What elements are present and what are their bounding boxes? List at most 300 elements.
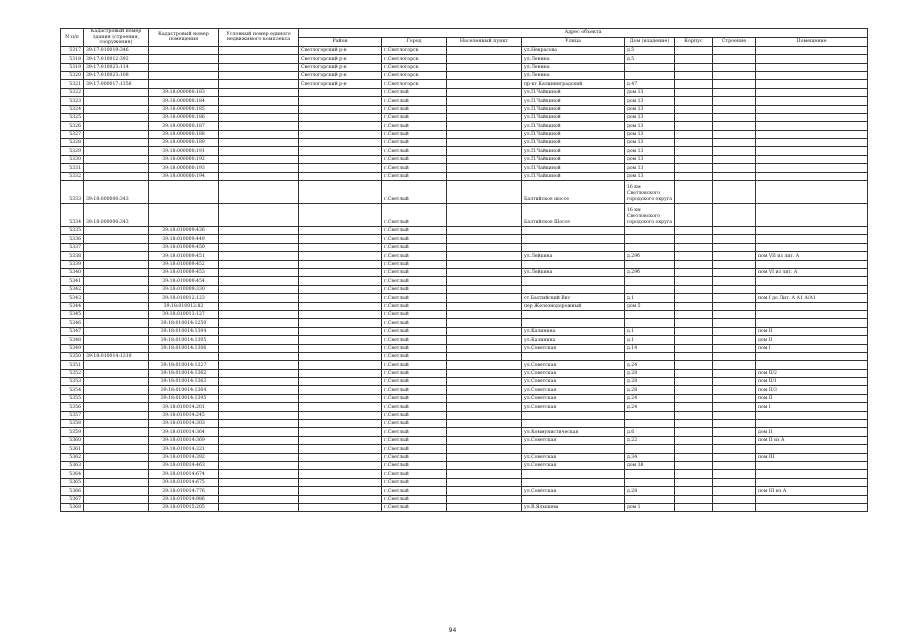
korpus-cell [675,461,713,469]
city-cell: г.Светлый [382,369,447,377]
building-cadastral-cell [84,294,149,302]
row-index-cell: 5345 [61,310,84,318]
street-cell [522,243,625,251]
building-cadastral-cell [84,428,149,436]
house-cell: дом 13 [625,155,675,163]
row-index-cell: 5327 [61,130,84,138]
house-cell: 16 км Светловского городского округа [625,181,675,204]
building-cadastral-cell [84,503,149,511]
city-cell: г.Светлый [382,428,447,436]
room-cadastral-cell: 39:18:000000:188 [149,130,219,138]
premises-cell [756,461,868,469]
building-cadastral-cell [84,394,149,402]
complex-number-cell [219,164,299,172]
premises-cell [756,361,868,369]
korpus-cell [675,420,713,428]
row-index-cell: 5348 [61,336,84,344]
premises-cell [756,503,868,511]
street-cell: ул.Ленина [522,55,625,63]
complex-number-cell [219,361,299,369]
room-cadastral-cell: 39:18:010009:453 [149,268,219,276]
room-cadastral-cell: 39:18:010014:463 [149,461,219,469]
settlement-cell [447,487,522,495]
structure-cell [713,394,756,402]
settlement-cell [447,130,522,138]
row-index-cell: 5352 [61,369,84,377]
complex-number-cell [219,411,299,419]
street-cell [522,260,625,268]
korpus-cell [675,80,713,88]
house-cell: дом 13 [625,147,675,155]
room-cadastral-cell: 39:18:010014:303 [149,420,219,428]
structure-cell [713,445,756,453]
city-cell: г.Светлый [382,277,447,285]
settlement-cell [447,181,522,204]
complex-number-cell [219,403,299,411]
table-row [61,436,868,444]
room-cadastral-cell: 39:18:010009:436 [149,227,219,235]
header-house: Дом (владение) [625,37,675,46]
street-cell: ул.П.Чайкиной [522,164,625,172]
city-cell: г.Светлый [382,147,447,155]
korpus-cell [675,411,713,419]
district-cell [299,436,382,444]
korpus-cell [675,130,713,138]
settlement-cell [447,252,522,260]
district-cell [299,386,382,394]
city-cell: г.Светлый [382,164,447,172]
district-cell [299,369,382,377]
street-cell: Балтийское Шоссе [522,204,625,227]
room-cadastral-cell: 39:18:010014:1363 [149,378,219,386]
complex-number-cell [219,122,299,130]
row-index-cell: 5346 [61,319,84,327]
settlement-cell [447,260,522,268]
building-cadastral-cell: 39:17:010019:346 [84,46,149,54]
korpus-cell [675,403,713,411]
street-cell: Балтийское шоссе [522,181,625,204]
street-cell: ул.Коммунистическая [522,428,625,436]
premises-cell [756,139,868,147]
korpus-cell [675,445,713,453]
city-cell: г.Светлый [382,139,447,147]
korpus-cell [675,227,713,235]
premises-cell [756,235,868,243]
structure-cell [713,88,756,96]
complex-number-cell [219,88,299,96]
district-cell [299,319,382,327]
room-cadastral-cell: 39:18:010009:451 [149,252,219,260]
premises-cell [756,260,868,268]
city-cell: г.Светлый [382,172,447,180]
complex-number-cell [219,386,299,394]
street-cell: ул.П.Чайкиной [522,113,625,121]
premises-cell [756,302,868,310]
premises-cell [756,55,868,63]
house-cell: д.28 [625,386,675,394]
korpus-cell [675,260,713,268]
structure-cell [713,80,756,88]
building-cadastral-cell [84,461,149,469]
city-cell: г.Светлогорск [382,71,447,79]
street-cell [522,319,625,327]
house-cell: д.1 [625,294,675,302]
house-cell [625,478,675,486]
table-row [61,411,868,419]
room-cadastral-cell: 39:18:010014:986 [149,495,219,503]
city-cell: г.Светлый [382,227,447,235]
room-cadastral-cell [149,204,219,227]
city-cell: г.Светлый [382,260,447,268]
district-cell [299,260,382,268]
room-cadastral-cell: 39:18:000000:183 [149,88,219,96]
street-cell: ул.Советская [522,378,625,386]
settlement-cell [447,71,522,79]
premises-cell [756,172,868,180]
structure-cell [713,63,756,71]
building-cadastral-cell [84,336,149,344]
row-index-cell: 5360 [61,436,84,444]
table-row [61,260,868,268]
header-settlement: Населенный пункт [447,37,522,46]
settlement-cell [447,319,522,327]
settlement-cell [447,336,522,344]
street-cell [522,445,625,453]
table-row [61,122,868,130]
korpus-cell [675,122,713,130]
building-cadastral-cell [84,172,149,180]
structure-cell [713,344,756,352]
complex-number-cell [219,147,299,155]
structure-cell [713,235,756,243]
building-cadastral-cell [84,453,149,461]
table-row [61,478,868,486]
building-cadastral-cell [84,310,149,318]
premises-cell: пом VII из лит. А [756,252,868,260]
room-cadastral-cell: 39:18:000000:186 [149,113,219,121]
settlement-cell [447,503,522,511]
city-cell: г.Светлый [382,487,447,495]
district-cell [299,361,382,369]
room-cadastral-cell: 39:18:010014:1304 [149,327,219,335]
table-row [61,277,868,285]
row-index-cell: 5337 [61,243,84,251]
structure-cell [713,139,756,147]
building-cadastral-cell [84,113,149,121]
structure-cell [713,294,756,302]
premises-cell: пом I [756,403,868,411]
table-row [61,227,868,235]
district-cell [299,461,382,469]
settlement-cell [447,461,522,469]
district-cell [299,285,382,293]
district-cell [299,277,382,285]
building-cadastral-cell [84,495,149,503]
settlement-cell [447,420,522,428]
settlement-cell [447,147,522,155]
city-cell: г.Светлый [382,268,447,276]
city-cell: г.Светлый [382,327,447,335]
structure-cell [713,243,756,251]
district-cell [299,445,382,453]
house-cell: д.6 [625,428,675,436]
table-row [61,487,868,495]
room-cadastral-cell [149,55,219,63]
premises-cell [756,97,868,105]
city-cell: г.Светлый [382,403,447,411]
street-cell [522,310,625,318]
building-cadastral-cell [84,122,149,130]
room-cadastral-cell: 39:18:000000:193 [149,164,219,172]
premises-cell [756,470,868,478]
building-cadastral-cell [84,139,149,147]
table-row [61,420,868,428]
premises-cell [756,227,868,235]
building-cadastral-cell [84,470,149,478]
korpus-cell [675,97,713,105]
room-cadastral-cell: 39:18:010009:454 [149,277,219,285]
korpus-cell [675,378,713,386]
street-cell [522,478,625,486]
structure-cell [713,428,756,436]
district-cell [299,352,382,360]
room-cadastral-cell: 39:18:010014:369 [149,436,219,444]
structure-cell [713,352,756,360]
street-cell: ул.П.Чайкиной [522,105,625,113]
premises-cell [756,46,868,54]
row-index-cell: 5325 [61,113,84,121]
house-cell [625,260,675,268]
room-cadastral-cell: 39:18:010009:330 [149,285,219,293]
house-cell: д.5 [625,46,675,54]
row-index-cell: 5355 [61,394,84,402]
street-cell: пер Железнодорожный [522,302,625,310]
room-cadastral-cell: 39:18:010014:1364 [149,386,219,394]
structure-cell [713,386,756,394]
premises-cell: пом III [756,453,868,461]
korpus-cell [675,277,713,285]
complex-number-cell [219,453,299,461]
table-row [61,147,868,155]
city-cell: г.Светлый [382,252,447,260]
premises-cell [756,113,868,121]
district-cell [299,327,382,335]
building-cadastral-cell: 39:18:010014:1310 [84,352,149,360]
city-cell: г.Светлый [382,155,447,163]
street-cell: ул.Ленина [522,71,625,79]
complex-number-cell [219,155,299,163]
street-cell: ул.Советская [522,436,625,444]
property-register-table [60,28,868,512]
district-cell: Светлогорский р-н [299,46,382,54]
house-cell: д.1 [625,327,675,335]
room-cadastral-cell [149,352,219,360]
premises-cell: пом III из А [756,487,868,495]
house-cell: дом 13 [625,139,675,147]
table-row [61,319,868,327]
settlement-cell [447,344,522,352]
settlement-cell [447,80,522,88]
district-cell [299,227,382,235]
district-cell [299,495,382,503]
room-cadastral-cell: 39:18:000000:191 [149,147,219,155]
room-cadastral-cell: 39:18:010014:1327 [149,361,219,369]
complex-number-cell [219,327,299,335]
building-cadastral-cell [84,243,149,251]
district-cell [299,420,382,428]
room-cadastral-cell: 39:18:000000:194 [149,172,219,180]
korpus-cell [675,155,713,163]
row-index-cell: 5334 [61,204,84,227]
korpus-cell [675,105,713,113]
row-index-cell: 5336 [61,235,84,243]
row-index-cell: 5350 [61,352,84,360]
building-cadastral-cell: 39:17:010012:392 [84,55,149,63]
city-cell: г.Светлый [382,310,447,318]
korpus-cell [675,361,713,369]
table-row [61,181,868,204]
header-room-cadastral: Кадастровый номер помещения [149,29,219,47]
premises-cell [756,155,868,163]
city-cell: г.Светлый [382,470,447,478]
complex-number-cell [219,130,299,138]
district-cell [299,181,382,204]
table-row [61,88,868,96]
table-row [61,268,868,276]
korpus-cell [675,268,713,276]
row-index-cell: 5320 [61,71,84,79]
district-cell [299,294,382,302]
settlement-cell [447,294,522,302]
structure-cell [713,277,756,285]
structure-cell [713,46,756,54]
korpus-cell [675,204,713,227]
settlement-cell [447,352,522,360]
building-cadastral-cell [84,403,149,411]
table-row [61,71,868,79]
house-cell: дом 13 [625,130,675,138]
room-cadastral-cell: 39:18:010014:1362 [149,369,219,377]
row-index-cell: 5364 [61,470,84,478]
complex-number-cell [219,445,299,453]
room-cadastral-cell: 39:18:010014:364 [149,428,219,436]
table-row [61,453,868,461]
korpus-cell [675,352,713,360]
table-row [61,495,868,503]
premises-cell [756,204,868,227]
settlement-cell [447,97,522,105]
korpus-cell [675,147,713,155]
complex-number-cell [219,495,299,503]
header-complex-number: Условный номер единого недвижимого комплекса [219,29,299,47]
district-cell: Светлогорский р-н [299,63,382,71]
street-cell: ул.Калинина [522,336,625,344]
house-cell: дом 1 [625,503,675,511]
table-row [61,204,868,227]
row-index-cell: 5368 [61,503,84,511]
district-cell: Светлогорский р-н [299,80,382,88]
korpus-cell [675,470,713,478]
room-cadastral-cell: 39:18:000000:189 [149,139,219,147]
row-index-cell: 5351 [61,361,84,369]
table-row [61,503,868,511]
street-cell: ул.Советская [522,369,625,377]
korpus-cell [675,495,713,503]
house-cell [625,71,675,79]
district-cell [299,470,382,478]
complex-number-cell [219,470,299,478]
table-row [61,344,868,352]
district-cell [299,113,382,121]
settlement-cell [447,63,522,71]
street-cell: ул.П.Чайкиной [522,147,625,155]
premises-cell [756,352,868,360]
house-cell [625,310,675,318]
korpus-cell [675,88,713,96]
building-cadastral-cell [84,420,149,428]
table-row [61,105,868,113]
city-cell: г.Светлогорск [382,63,447,71]
house-cell: д.24 [625,394,675,402]
street-cell: ул.П.Чайкиной [522,172,625,180]
table-body [61,46,868,512]
room-cadastral-cell: 39:18:010014:776 [149,487,219,495]
house-cell: д.29б [625,268,675,276]
settlement-cell [447,310,522,318]
table-row [61,294,868,302]
complex-number-cell [219,235,299,243]
room-cadastral-cell: 39:18:010014:1395 [149,394,219,402]
district-cell [299,453,382,461]
city-cell: г.Светлый [382,352,447,360]
street-cell: ул.П.Чайкиной [522,88,625,96]
row-index-cell: 5324 [61,105,84,113]
building-cadastral-cell [84,268,149,276]
house-cell [625,63,675,71]
complex-number-cell [219,80,299,88]
row-index-cell: 5343 [61,294,84,302]
room-cadastral-cell: 39:18:010014:1305 [149,336,219,344]
korpus-cell [675,172,713,180]
district-cell [299,302,382,310]
district-cell [299,411,382,419]
complex-number-cell [219,227,299,235]
settlement-cell [447,394,522,402]
house-cell: д.47 [625,80,675,88]
city-cell: г.Светлый [382,181,447,204]
street-cell: ул.Советская [522,394,625,402]
city-cell: г.Светлый [382,235,447,243]
table-row [61,386,868,394]
row-index-cell: 5328 [61,139,84,147]
house-cell: д.24 [625,361,675,369]
complex-number-cell [219,139,299,147]
korpus-cell [675,46,713,54]
complex-number-cell [219,97,299,105]
structure-cell [713,260,756,268]
table-row [61,327,868,335]
building-cadastral-cell [84,327,149,335]
house-cell: д.1 [625,336,675,344]
district-cell [299,243,382,251]
korpus-cell [675,369,713,377]
structure-cell [713,122,756,130]
house-cell [625,235,675,243]
street-cell [522,227,625,235]
row-index-cell: 5330 [61,155,84,163]
district-cell [299,344,382,352]
house-cell [625,420,675,428]
